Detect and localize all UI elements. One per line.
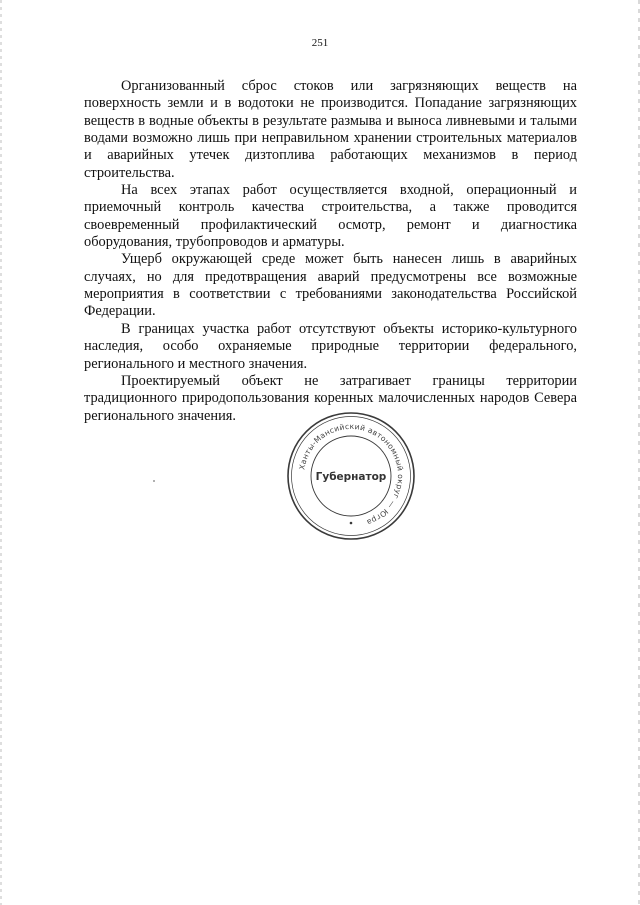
- official-seal-stamp: [285, 410, 417, 542]
- paragraph-quality-control: На всех этапах работ осуществляется входной, операционный и приемочный контроль качества строительства, а также проводится своевременный профилактический осмотр, ремонт и диагностика оборудования, трубопроводов и арматуры.: [84, 182, 577, 251]
- seal-star-dot: [350, 522, 353, 525]
- scan-speck: [153, 480, 155, 482]
- seal-ring-text: Ханты-Мансийский автономный округ — Югра: [297, 421, 406, 528]
- seal-center-text: Губернатор: [315, 471, 387, 483]
- paragraph-indigenous-territory: Проектируемый объект не затрагивает границы территории традиционного природопользования коренных малочисленных народов Севера регионального значения.: [84, 372, 577, 424]
- scan-edge-left: [0, 0, 2, 905]
- paragraph-environmental-damage: Ущерб окружающей среде может быть нанесен лишь в аварийных случаях, но для предотвращения аварий предусмотрены все возможные мероприятия в соответствии с требованиями законодательства Российской Федерации.: [84, 251, 577, 320]
- paragraph-heritage-sites: В границах участка работ отсутствуют объекты историко-культурного наследия, особо охраняемые природные территории федерального, регионального и местного значения.: [84, 320, 577, 372]
- document-body: [84, 78, 577, 425]
- seal-graphic: [285, 410, 417, 542]
- paragraph-discharge: Организованный сброс стоков или загрязняющих веществ на поверхность земли и в водотоки не производится. Попадание загрязняющих веществ в водные объекты в результате размыва и выноса ливневыми и талыми водами возможно лишь при неправильном хранении строительных материалов и аварийных утечек дизтоплива работающих механизмов в период строительства.: [84, 78, 577, 181]
- page-number: 251: [311, 37, 329, 49]
